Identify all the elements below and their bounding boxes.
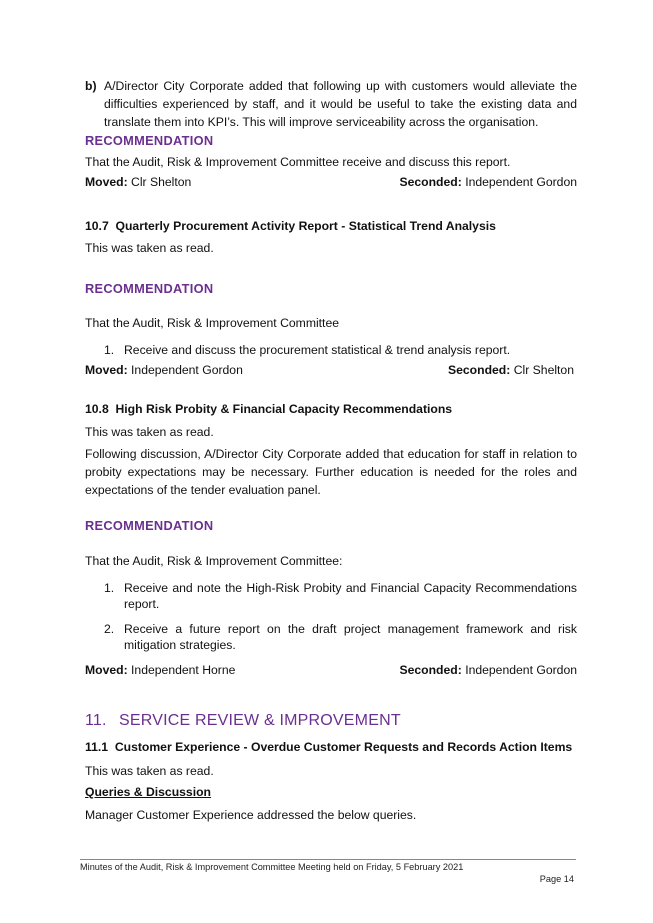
recommendation-heading-1: RECOMMENDATION (85, 133, 214, 148)
recommendation-intro-3: That the Audit, Risk & Improvement Committee: (85, 554, 343, 568)
seconded-2: Seconded: Clr Shelton (448, 363, 574, 377)
section-11-title: SERVICE REVIEW & IMPROVEMENT (119, 712, 401, 729)
section-10-8-read: This was taken as read. (85, 425, 214, 439)
moved-2: Moved: Independent Gordon (85, 363, 243, 377)
recommendation-heading-2: RECOMMENDATION (85, 281, 214, 296)
queries-heading: Queries & Discussion (85, 785, 211, 799)
list-item: 2. Receive a future report on the draft project management framework and risk mitigation strategies. (104, 622, 577, 652)
section-10-8-discussion: Following discussion, A/Director City Corporate added that education for staff in relation to probity expectations may be necessary. Further education is needed for the roles and expectations of the tender evaluation panel. (85, 447, 577, 497)
section-11-1-heading: 11.1 Customer Experience - Overdue Customer Requests and Records Action Items (85, 740, 573, 754)
section-11-number: 11. (85, 712, 107, 729)
section-10-8-heading: 10.8 High Risk Probity & Financial Capacity Recommendations (85, 402, 453, 416)
item-b (85, 77, 577, 131)
list-item: 1. Receive and discuss the procurement statistical & trend analysis report. (104, 343, 511, 357)
moved-seconded-1 (85, 175, 577, 189)
recommendation-intro-2: That the Audit, Risk & Improvement Committee (85, 316, 340, 330)
moved-1: Moved: Clr Shelton (85, 175, 192, 189)
page-number: Page 14 (539, 874, 574, 884)
item-b-text: A/Director City Corporate added that following up with customers would alleviate the difficulties experienced by staff, and it would be useful to take the existing data and translate them into KPI’s. This will improve serviceability across the organisation. (104, 79, 577, 129)
seconded-1: Seconded: Independent Gordon (399, 175, 577, 189)
moved-seconded-3 (85, 663, 577, 677)
recommendation-text-1: That the Audit, Risk & Improvement Committee receive and discuss this report. (85, 155, 511, 169)
item-b-label: b) (85, 79, 97, 93)
section-10-7-read: This was taken as read. (85, 241, 214, 255)
queries-text: Manager Customer Experience addressed the below queries. (85, 808, 417, 822)
list-item: 1. Receive and note the High-Risk Probity and Financial Capacity Recommendations report. (104, 581, 577, 611)
section-11-1-read: This was taken as read. (85, 764, 214, 778)
footer-text: Minutes of the Audit, Risk & Improvement Committee Meeting held on Friday, 5 February 2021 (80, 862, 464, 872)
seconded-3: Seconded: Independent Gordon (399, 663, 577, 677)
section-10-7-heading: 10.7 Quarterly Procurement Activity Report - Statistical Trend Analysis (85, 219, 496, 233)
moved-seconded-2 (85, 363, 574, 377)
footer-divider (80, 859, 576, 860)
moved-3: Moved: Independent Horne (85, 663, 236, 677)
section-11-heading (85, 712, 401, 730)
recommendation-heading-3: RECOMMENDATION (85, 518, 214, 533)
